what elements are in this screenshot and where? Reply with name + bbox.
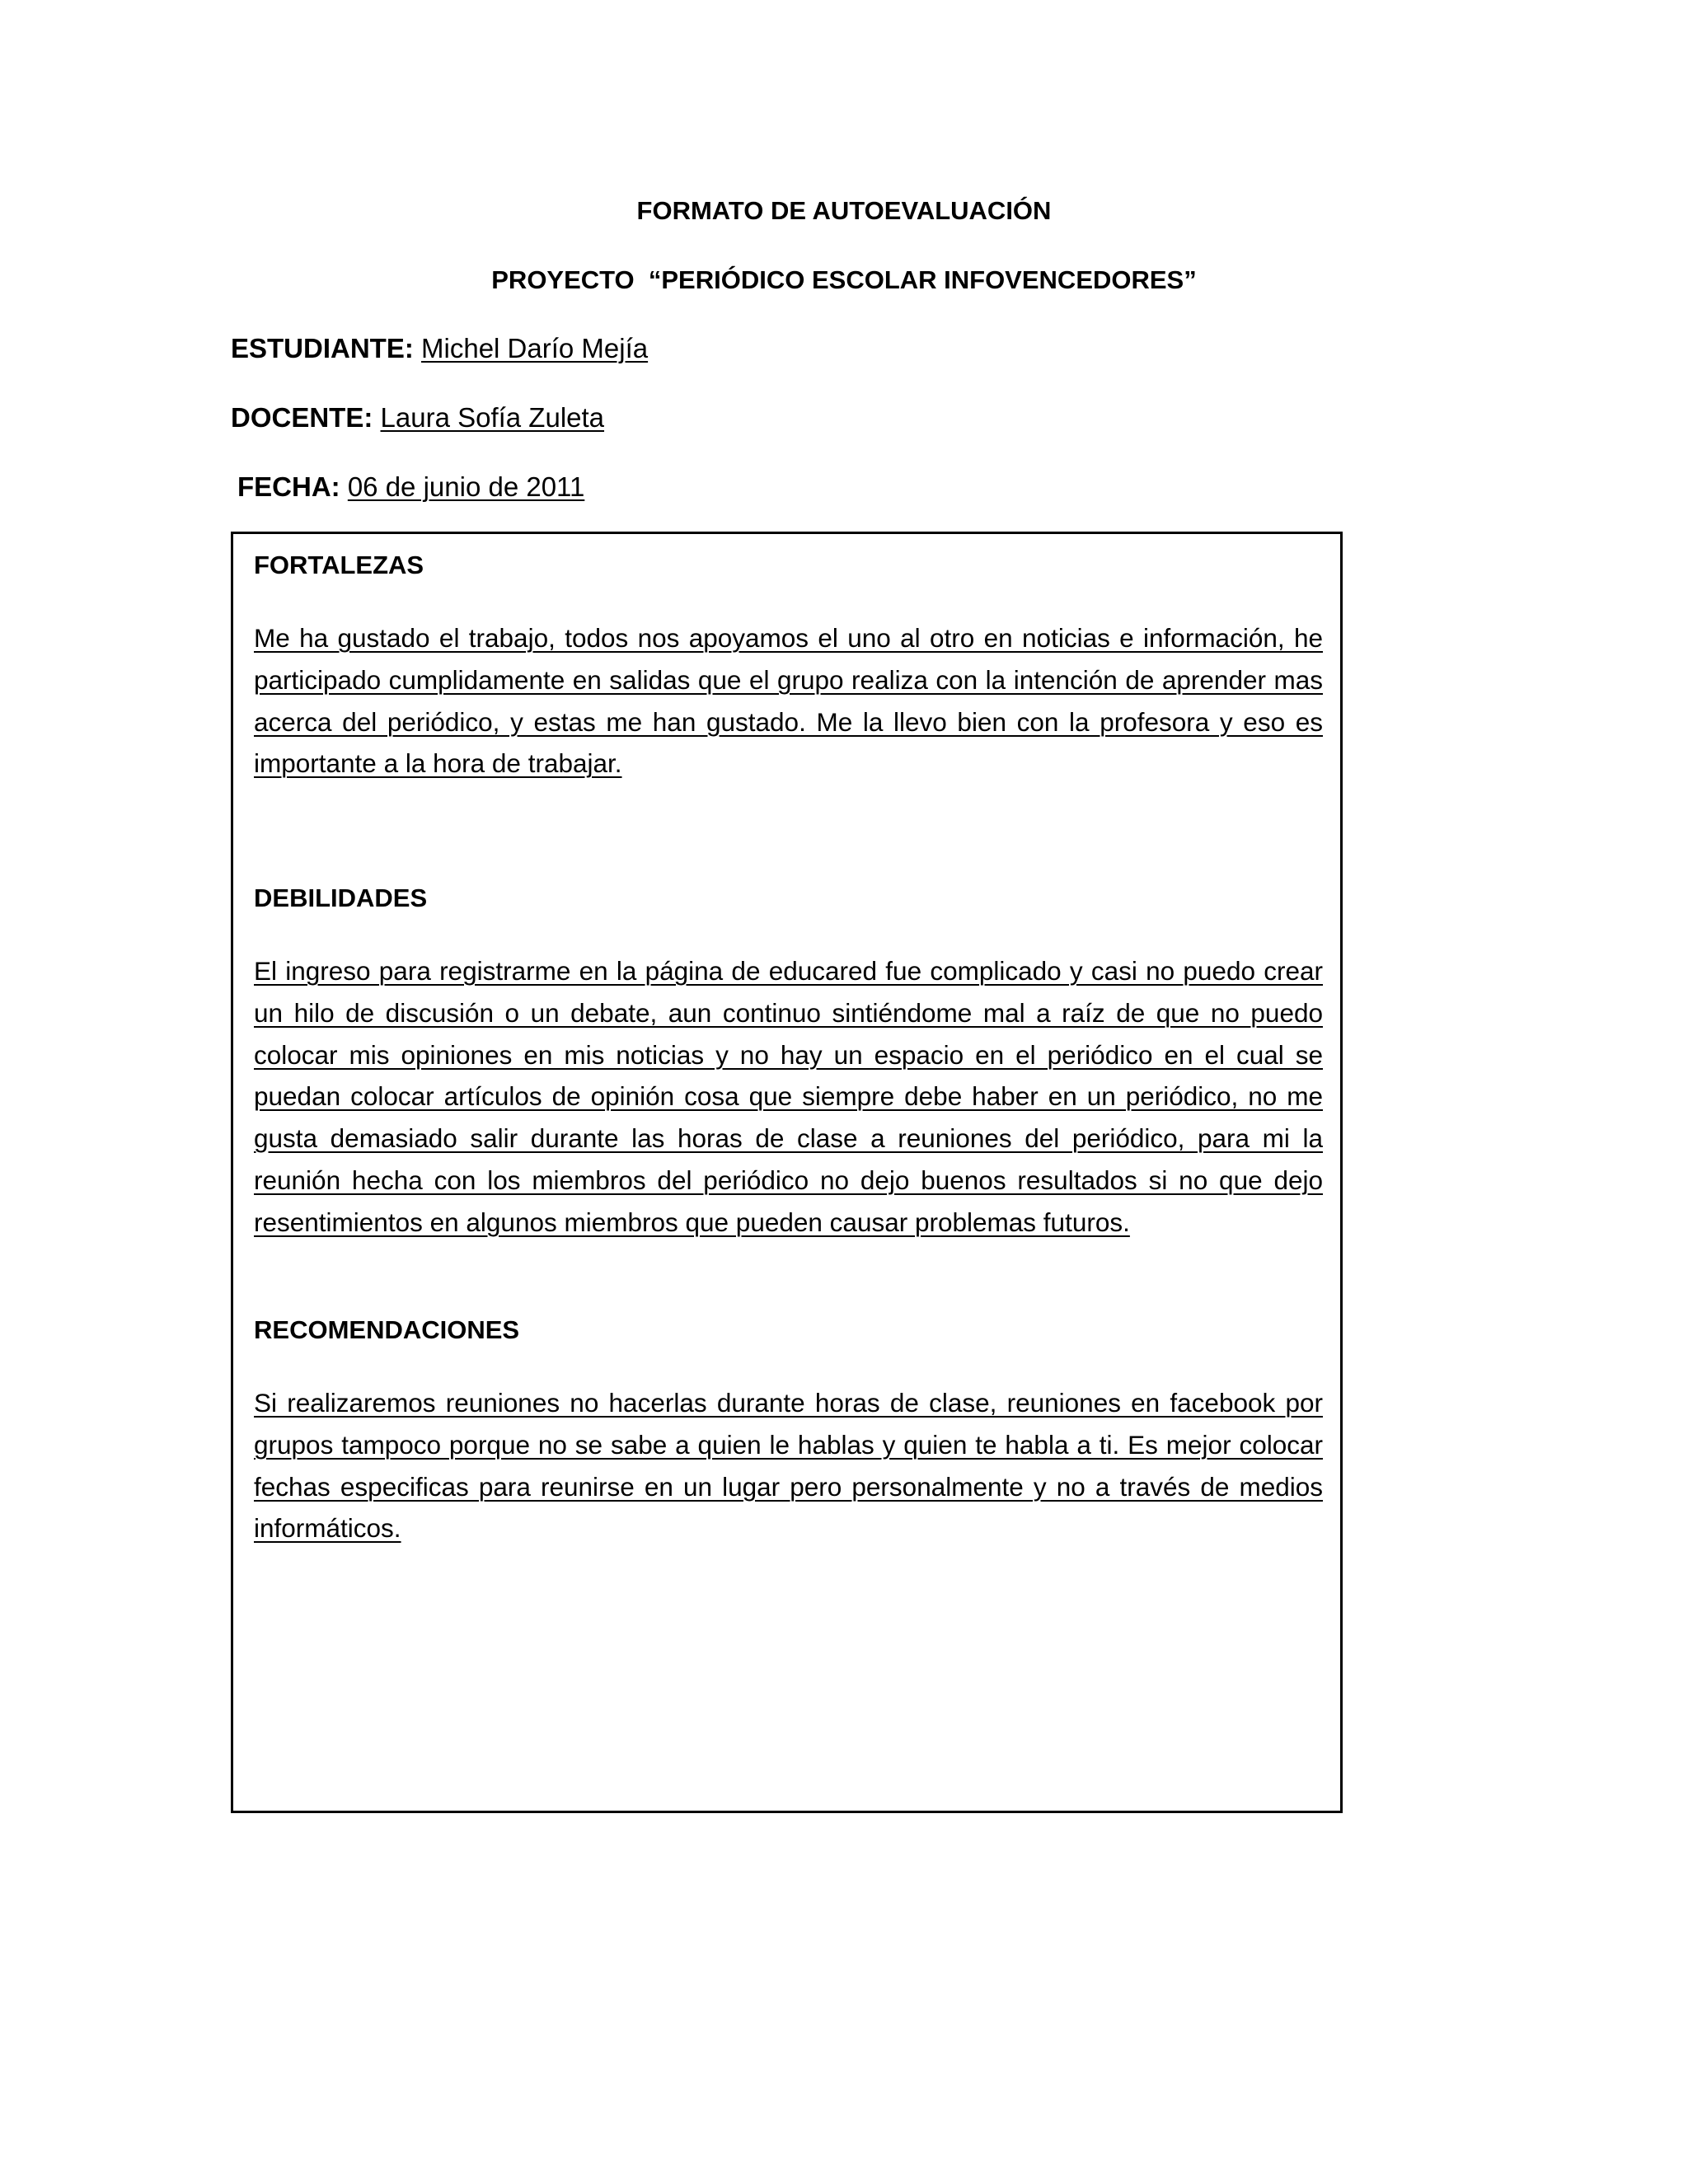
document-title: FORMATO DE AUTOEVALUACIÓN — [636, 196, 1052, 225]
recommendations-text: Si realizaremos reuniones no hacerlas durante horas de clase, reuniones en facebook por grupos tampoco porque no se sabe a quien le hablas y quien te habla a ti. Es mejor colocar fechas especificas para reunirse en un lugar pero personalmente y no a través de medios informáticos. — [254, 1388, 1323, 1544]
project-title: PROYECTO “PERIÓDICO ESCOLAR INFOVENCEDORES” — [491, 265, 1197, 294]
recommendations-section — [254, 1314, 1323, 1549]
date-label: FECHA: — [237, 471, 340, 502]
date-value: 06 de junio de 2011 — [347, 471, 585, 502]
teacher-label: DOCENTE: — [231, 402, 373, 433]
teacher-value: Laura Sofía Zuleta — [380, 402, 605, 433]
weaknesses-section — [254, 882, 1323, 1244]
evaluation-box — [231, 532, 1343, 1813]
student-label: ESTUDIANTE: — [231, 333, 414, 363]
weaknesses-text: El ingreso para registrarme en la página de educared fue complicado y casi no puedo crear un hilo de discusión o un debate, aun continuo sintiéndome mal a raíz de que no puedo colocar mis opiniones en mis noticias y no hay un espacio en el periódico en el cual se puedan colocar artículos de opinión cosa que siempre debe haber en un periódico, no me gusta demasiado salir durante las horas de clase a reuniones del periódico, para mi la reunión hecha con los miembros del periódico no dejo buenos resultados si no que dejo resentimientos en algunos miembros que pueden causar problemas futuros. — [254, 956, 1323, 1237]
strengths-section — [254, 549, 1323, 785]
student-field — [231, 332, 648, 365]
date-field — [237, 471, 584, 504]
weaknesses-heading: DEBILIDADES — [254, 883, 428, 912]
recommendations-heading: RECOMENDACIONES — [254, 1315, 520, 1344]
student-value: Michel Darío Mejía — [421, 333, 649, 363]
strengths-heading: FORTALEZAS — [254, 551, 424, 579]
teacher-field — [231, 401, 604, 434]
strengths-text: Me ha gustado el trabajo, todos nos apoyamos el uno al otro en noticias e información, he participado cumplidamente en salidas que el grupo realiza con la intención de aprender mas acerca del periódico, y estas me han gustado. Me la llevo bien con la profesora y eso es importante a la hora de trabajar. — [254, 623, 1323, 779]
